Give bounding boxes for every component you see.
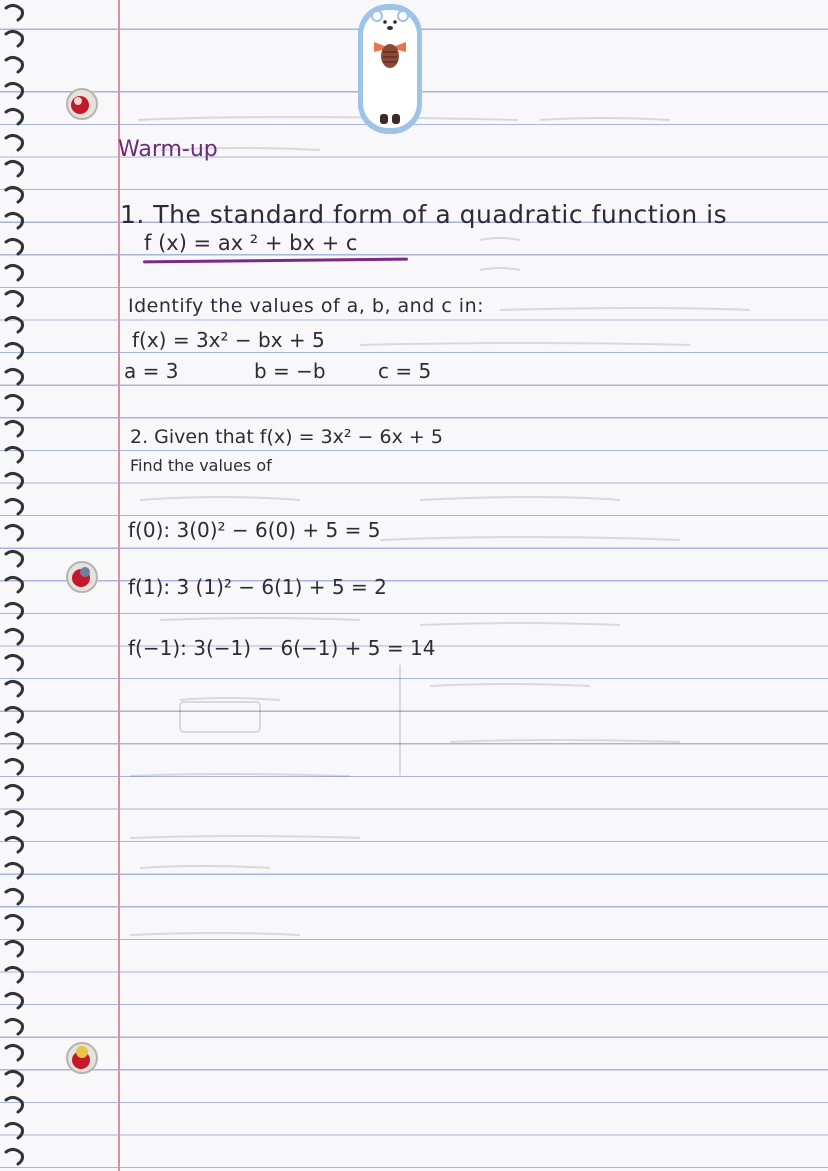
binder-hole-icon: [64, 86, 100, 122]
identify-prompt: Identify the values of a, b, and c in:: [128, 295, 485, 317]
spiral-binding-icon: [2, 0, 28, 1171]
binder-hole-icon: [64, 559, 100, 595]
binder-hole-icon: [64, 1040, 100, 1076]
standard-form-formula: f (x) = ax ² + bx + c: [144, 231, 358, 255]
a-value: a = 3: [124, 359, 179, 383]
work-line-f0: f(0): 3(0)² − 6(0) + 5 = 5: [128, 518, 381, 542]
warmup-title: Warm-up: [118, 137, 218, 162]
b-value: b = −b: [254, 359, 326, 383]
bear-bookmark-sticker: [352, 2, 428, 138]
margin-line: [118, 0, 120, 1171]
work-line-f-neg1: f(−1): 3(−1) − 6(−1) + 5 = 14: [128, 636, 436, 660]
find-values-label: Find the values of: [130, 456, 272, 475]
question-1-prompt: 1. The standard form of a quadratic function is: [120, 200, 728, 229]
c-value: c = 5: [378, 359, 432, 383]
formula-underline: [143, 258, 408, 264]
work-line-f1: f(1): 3 (1)² − 6(1) + 5 = 2: [128, 575, 387, 599]
question-2-prompt: 2. Given that f(x) = 3x² − 6x + 5: [130, 426, 443, 448]
question-1-function: f(x) = 3x² − bx + 5: [132, 328, 325, 352]
